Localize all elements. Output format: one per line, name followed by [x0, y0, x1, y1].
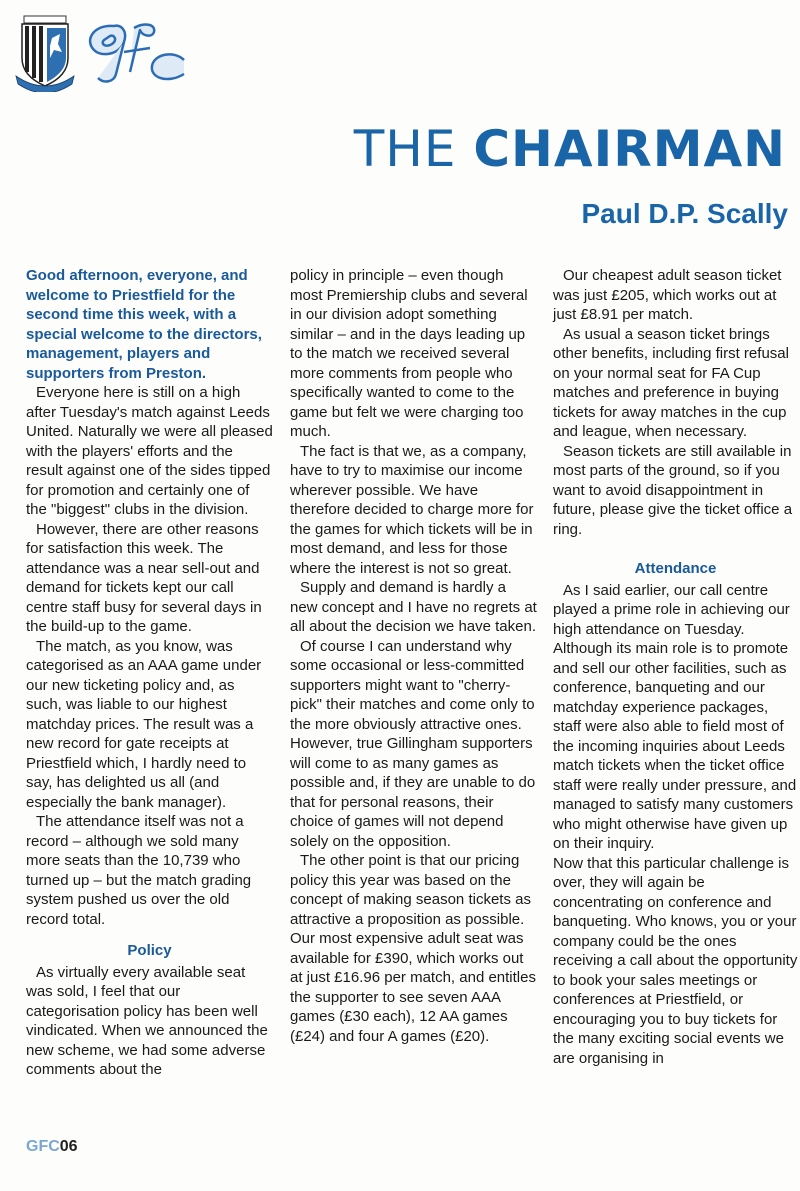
body-paragraph: Now that this particular challenge is over, they will again be concentrating on conference and banqueting. Who knows, you or your company could be the ones receiving a call about the opportunity to book your sales meetings or conferences at Priestfield, or encouraging you to buy tickets for the many exciting social events we are organising in — [553, 854, 798, 1067]
body-paragraph: Everyone here is still on a high after Tuesday's match against Leeds United. Naturally we were all pleased with the players' efforts and the result against one of the sides tipped for promotion and certainly one of the "biggest" clubs in the division. — [26, 384, 273, 518]
club-crest-icon — [14, 14, 76, 92]
body-paragraph: Of course I can understand why some occasional or less-committed supporters might want to "cherry-pick" their matches and come only to the more obviously attractive ones. However, true Gillingham supporters will come to as many games as possible and, if they are unable to do that for personal reasons, their choice of games will not depend solely on the opposition. — [290, 637, 536, 850]
body-paragraph: policy in principle – even though most Premiership clubs and several in our division adopt something similar – and in the days leading up to the match we received several more comments from people who specifically wanted to come to the game but felt we were charging too much. — [290, 267, 528, 440]
body-paragraph: The fact is that we, as a company, have to try to maximise our income wherever possible. We have therefore decided to charge more for the games for which tickets will be in most demand, and less for those where the interest is not so great. — [290, 442, 534, 577]
section-heading-policy: Policy — [127, 942, 172, 959]
body-paragraph: The other point is that our pricing policy this year was based on the concept of making season tickets as attractive a proposition as possible. Our most expensive adult seat was available for £390, which works out at just £16.96 per match, and entitles the supporter to see seven AAA games (£30 each), 12 AA games (£24) and four A games (£20). — [290, 852, 536, 1045]
page-prefix: GFC — [26, 1138, 60, 1155]
article-column-3 — [553, 266, 798, 1068]
title-bold: CHAIRMAN — [473, 120, 786, 178]
section-heading-attendance: Attendance — [634, 560, 717, 577]
body-paragraph: Supply and demand is hardly a new concept and I have no regrets at all about the decision we have taken. — [290, 579, 537, 635]
body-paragraph: As virtually every available seat was sold, I feel that our categorisation policy has been well vindicated. When we announced the new scheme, we had some adverse comments about the — [26, 963, 268, 1078]
body-paragraph: However, there are other reasons for satisfaction this week. The attendance was a near sell-out and demand for tickets kept our call centre staff busy for several days in the build-up to the game. — [26, 520, 262, 635]
body-paragraph: The attendance itself was not a record – although we sold many more seats than the 10,739 who turned up – but the match grading system pushed us over the old record total. — [26, 813, 252, 928]
body-paragraph: Season tickets are still available in most parts of the ground, so if you want to avoid disappointment in future, please give the ticket office a ring. — [553, 442, 793, 538]
article-column-2 — [290, 266, 537, 1046]
author-name: Paul D.P. Scally — [581, 198, 788, 229]
article-column-1 — [26, 266, 273, 1080]
body-paragraph: As usual a season ticket brings other benefits, including first refusal on your normal seat for FA Cup matches and preference in buying tickets for away matches in the cup and league, when necessary. — [553, 325, 789, 440]
page-title — [353, 120, 786, 178]
lead-paragraph: Good afternoon, everyone, and welcome to Priestfield for the second time this week, with a special welcome to the directors, management, players and supporters from Preston. — [26, 267, 262, 382]
body-paragraph: Our cheapest adult season ticket was just £205, which works out at just £8.91 per match. — [553, 267, 782, 323]
body-paragraph: The match, as you know, was categorised as an AAA game under our new ticketing policy and, as such, was liable to our highest matchday prices. The result was a new record for gate receipts at Priestfield which, I hardly need to say, has delighted us all (and especially the bank manager). — [26, 637, 262, 811]
title-light: THE — [353, 120, 474, 178]
page-number — [26, 1138, 78, 1156]
gfc-logo — [80, 18, 192, 88]
body-paragraph: As I said earlier, our call centre played a prime role in achieving our high attendance on Tuesday. Although its main role is to promote and sell our other facilities, such as conference, banqueting and our matchday experience packages, staff were also able to field most of the incoming inquiries about Leeds match tickets when the ticket office staff were really under pressure, and managed to satisfy many customers who might otherwise have given up on their inquiry. — [553, 581, 797, 852]
page-digits: 06 — [59, 1138, 78, 1155]
